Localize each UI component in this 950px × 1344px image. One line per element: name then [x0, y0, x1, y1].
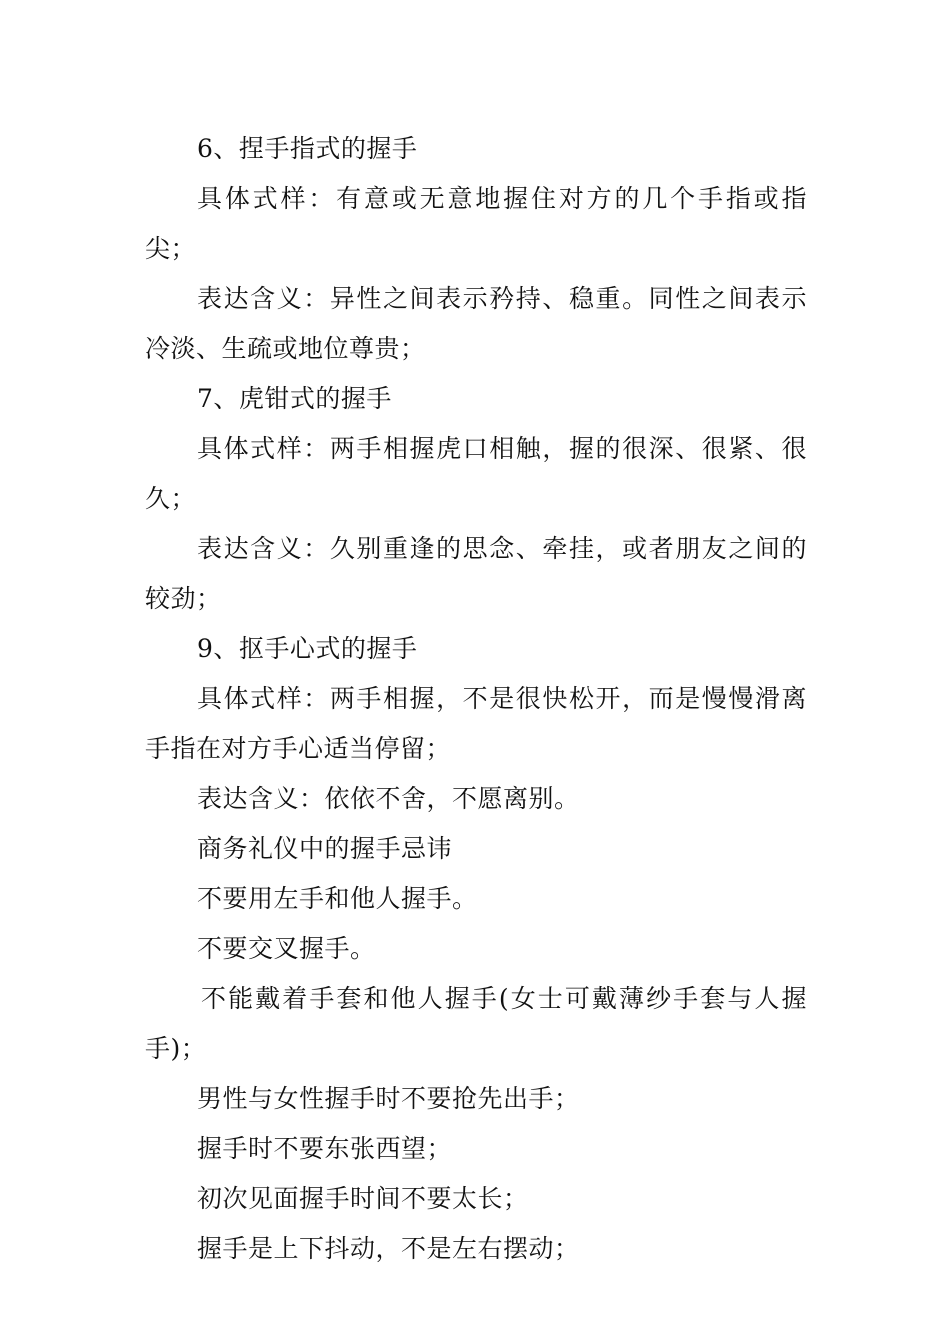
taboo-item: 初次见面握手时间不要太长；	[197, 1184, 529, 1213]
taboo-item: 不能戴着手套和他人握手(女士可戴薄纱手套与人握手)；	[145, 984, 807, 1063]
paragraph-style-palm-scratch: 具体式样：两手相握，不是很快松开，而是慢慢滑离手指在对方手心适当停留；	[145, 684, 807, 763]
section-heading-palm-scratch: 9、抠手心式的握手	[197, 634, 418, 663]
taboo-item: 男性与女性握手时不要抢先出手；	[197, 1084, 580, 1113]
paragraph-meaning-vise: 表达含义：久别重逢的思念、牵挂，或者朋友之间的较劲；	[145, 534, 807, 613]
paragraph-style-pinch: 具体式样：有意或无意地握住对方的几个手指或指尖；	[145, 184, 807, 263]
paragraph-meaning-pinch: 表达含义：异性之间表示矜持、稳重。同性之间表示冷淡、生疏或地位尊贵；	[145, 284, 807, 363]
taboo-item: 不要交叉握手。	[197, 934, 376, 963]
section-heading-pinch-fingers: 6、捏手指式的握手	[197, 134, 418, 163]
paragraph-style-vise: 具体式样：两手相握虎口相触，握的很深、很紧、很久；	[145, 434, 807, 513]
taboo-item: 握手是上下抖动，不是左右摆动；	[197, 1234, 580, 1263]
section-heading-vise: 7、虎钳式的握手	[197, 384, 392, 413]
document-body	[145, 124, 807, 1274]
taboo-item: 不要用左手和他人握手。	[197, 884, 478, 913]
taboo-item: 握手时不要东张西望；	[197, 1134, 453, 1163]
paragraph-meaning-palm-scratch: 表达含义：依依不舍，不愿离别。	[197, 784, 580, 813]
section-heading-taboos: 商务礼仪中的握手忌讳	[197, 834, 453, 863]
